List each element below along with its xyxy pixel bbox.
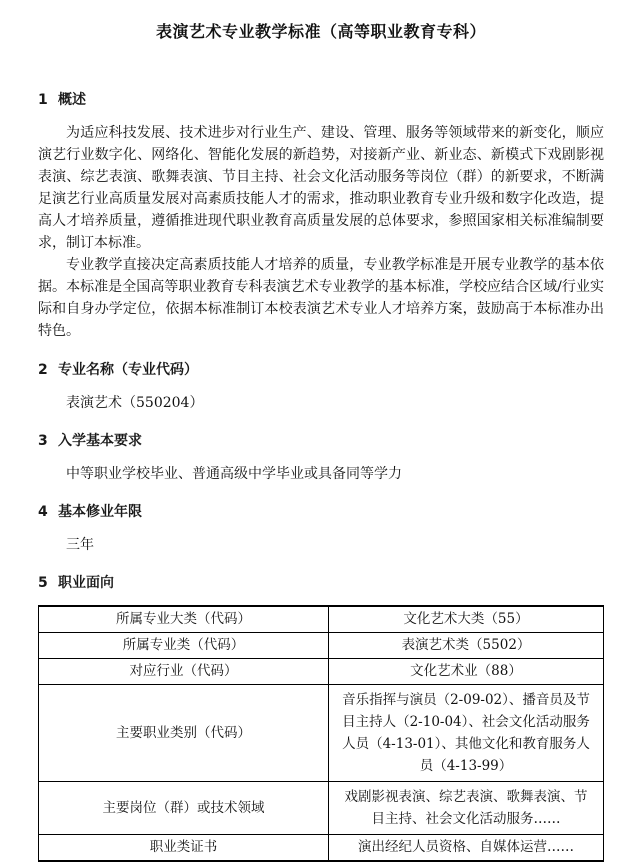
section-heading-label: 基本修业年限 <box>58 504 142 520</box>
row-value-cell: 文化艺术业（88） <box>329 659 604 685</box>
section-heading-duration <box>38 503 604 521</box>
major-name-and-code: 表演艺术（550204） <box>66 395 204 411</box>
document-title: 表演艺术专业教学标准（高等职业教育专科） <box>155 22 486 41</box>
section-heading-label: 专业名称（专业代码） <box>58 362 198 378</box>
section-heading-overview <box>38 91 604 109</box>
section-number: 5 <box>38 575 48 591</box>
table-row <box>39 835 604 862</box>
overview-paragraph-1: 为适应科技发展、技术进步对行业生产、建设、管理、服务等领域带来的新变化，顺应演艺行业数字化、网络化、智能化发展的新趋势，对接新产业、新业态、新模式下戏剧影视表演、综艺表演、歌舞表演、节目主持、社会文化活动服务等岗位（群）的新要求，不断满足演艺行业高质量发展对高素质技能人才的需求，推动职业教育专业升级和数字化改造，提高人才培养质量，遵循推进现代职业教育高质量发展的总体要求，参照国家相关标准编制要求，制订本标准。 <box>38 125 604 251</box>
section-heading-label: 职业面向 <box>58 575 114 591</box>
overview-paragraph-2: 专业教学直接决定高素质技能人才培养的质量，专业教学标准是开展专业教学的基本依据。本标准是全国高等职业教育专科表演艺术专业教学的基本标准，学校应结合区域/行业实际和自身办学定位，依据本标准制订本校表演艺术专业人才培养方案，鼓励高于本标准办出特色。 <box>38 257 604 339</box>
table-row <box>39 659 604 685</box>
table-row <box>39 782 604 835</box>
section-number: 3 <box>38 433 48 449</box>
section-number: 4 <box>38 504 48 520</box>
section-number: 1 <box>38 92 48 108</box>
row-value-cell: 文化艺术大类（55） <box>329 606 604 633</box>
section-heading-entry <box>38 432 604 450</box>
row-label-cell: 所属专业大类（代码） <box>39 606 329 633</box>
table-row <box>39 633 604 659</box>
row-label-cell: 所属专业类（代码） <box>39 633 329 659</box>
section-heading-label: 概述 <box>58 92 86 108</box>
table-row <box>39 685 604 782</box>
row-value-cell: 戏剧影视表演、综艺表演、歌舞表演、节目主持、社会文化活动服务…… <box>329 782 604 835</box>
section-number: 2 <box>38 362 48 378</box>
section-heading-career <box>38 574 604 592</box>
row-label-cell: 职业类证书 <box>39 835 329 862</box>
study-duration: 三年 <box>66 537 94 553</box>
career-orientation-table <box>38 605 604 862</box>
entry-requirement: 中等职业学校毕业、普通高级中学毕业或具备同等学力 <box>66 466 402 482</box>
table-row <box>39 606 604 633</box>
section-heading-label: 入学基本要求 <box>58 433 142 449</box>
row-label-cell: 主要岗位（群）或技术领域 <box>39 782 329 835</box>
section-heading-major <box>38 361 604 379</box>
row-value-cell: 演出经纪人员资格、自媒体运营…… <box>329 835 604 862</box>
row-value-cell: 音乐指挥与演员（2-09-02）、播音员及节目主持人（2-10-04）、社会文化活动服务人员（4-13-01）、其他文化和教育服务人员（4-13-99） <box>329 685 604 782</box>
row-label-cell: 主要职业类别（代码） <box>39 685 329 782</box>
row-value-cell: 表演艺术类（5502） <box>329 633 604 659</box>
row-label-cell: 对应行业（代码） <box>39 659 329 685</box>
